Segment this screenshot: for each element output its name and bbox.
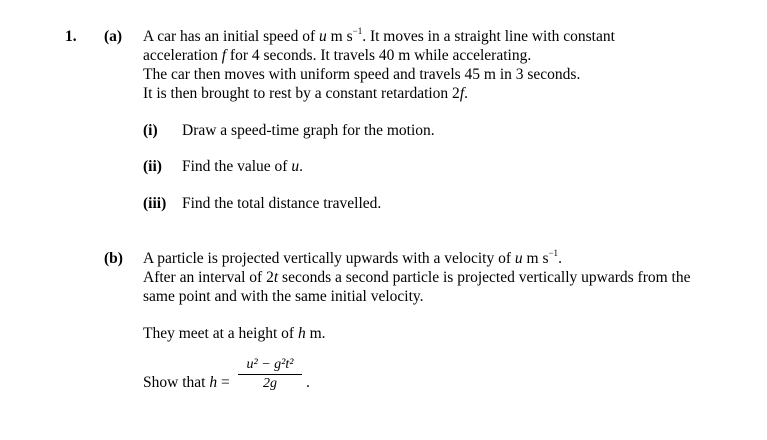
- part-a-line-2: acceleration f for 4 seconds. It travels 40 m while accelerating.: [143, 47, 532, 64]
- part-a-label: (a): [104, 28, 123, 45]
- subpart-ii-text: Find the value of u.: [182, 158, 303, 175]
- subpart-iii-label: (iii): [143, 195, 167, 212]
- subpart-i-label: (i): [143, 122, 158, 139]
- fraction-denominator: 2g: [263, 376, 277, 391]
- part-b-line-1: A particle is projected vertically upwards with a velocity of u m $s^{-1}$.: [143, 247, 562, 267]
- fraction-numerator: u² − g²t²: [246, 357, 294, 372]
- show-that-line: Show that h =: [143, 374, 230, 391]
- question-number: 1.: [65, 28, 77, 45]
- part-b-line-3: same point and with the same initial velocity.: [143, 288, 424, 305]
- part-a-line-3: The car then moves with uniform speed and travels 45 m in 3 seconds.: [143, 66, 581, 83]
- fraction-expression: [238, 357, 302, 393]
- part-b-line-2: After an interval of 2t seconds a second particle is projected vertically upwards from the: [143, 269, 691, 286]
- subpart-iii-text: Find the total distance travelled.: [182, 195, 382, 212]
- subpart-ii-label: (ii): [143, 158, 162, 175]
- part-b-label: (b): [104, 250, 123, 267]
- part-a-line-1: A car has an initial speed of u m $s^{-1}$. It moves in a straight line with constant: [143, 25, 615, 45]
- subpart-i-text: Draw a speed-time graph for the motion.: [182, 122, 435, 139]
- part-b-meet-line: They meet at a height of h m.: [143, 325, 326, 342]
- fraction-period: .: [306, 374, 310, 391]
- part-a-line-4: It is then brought to rest by a constant retardation 2f.: [143, 85, 468, 102]
